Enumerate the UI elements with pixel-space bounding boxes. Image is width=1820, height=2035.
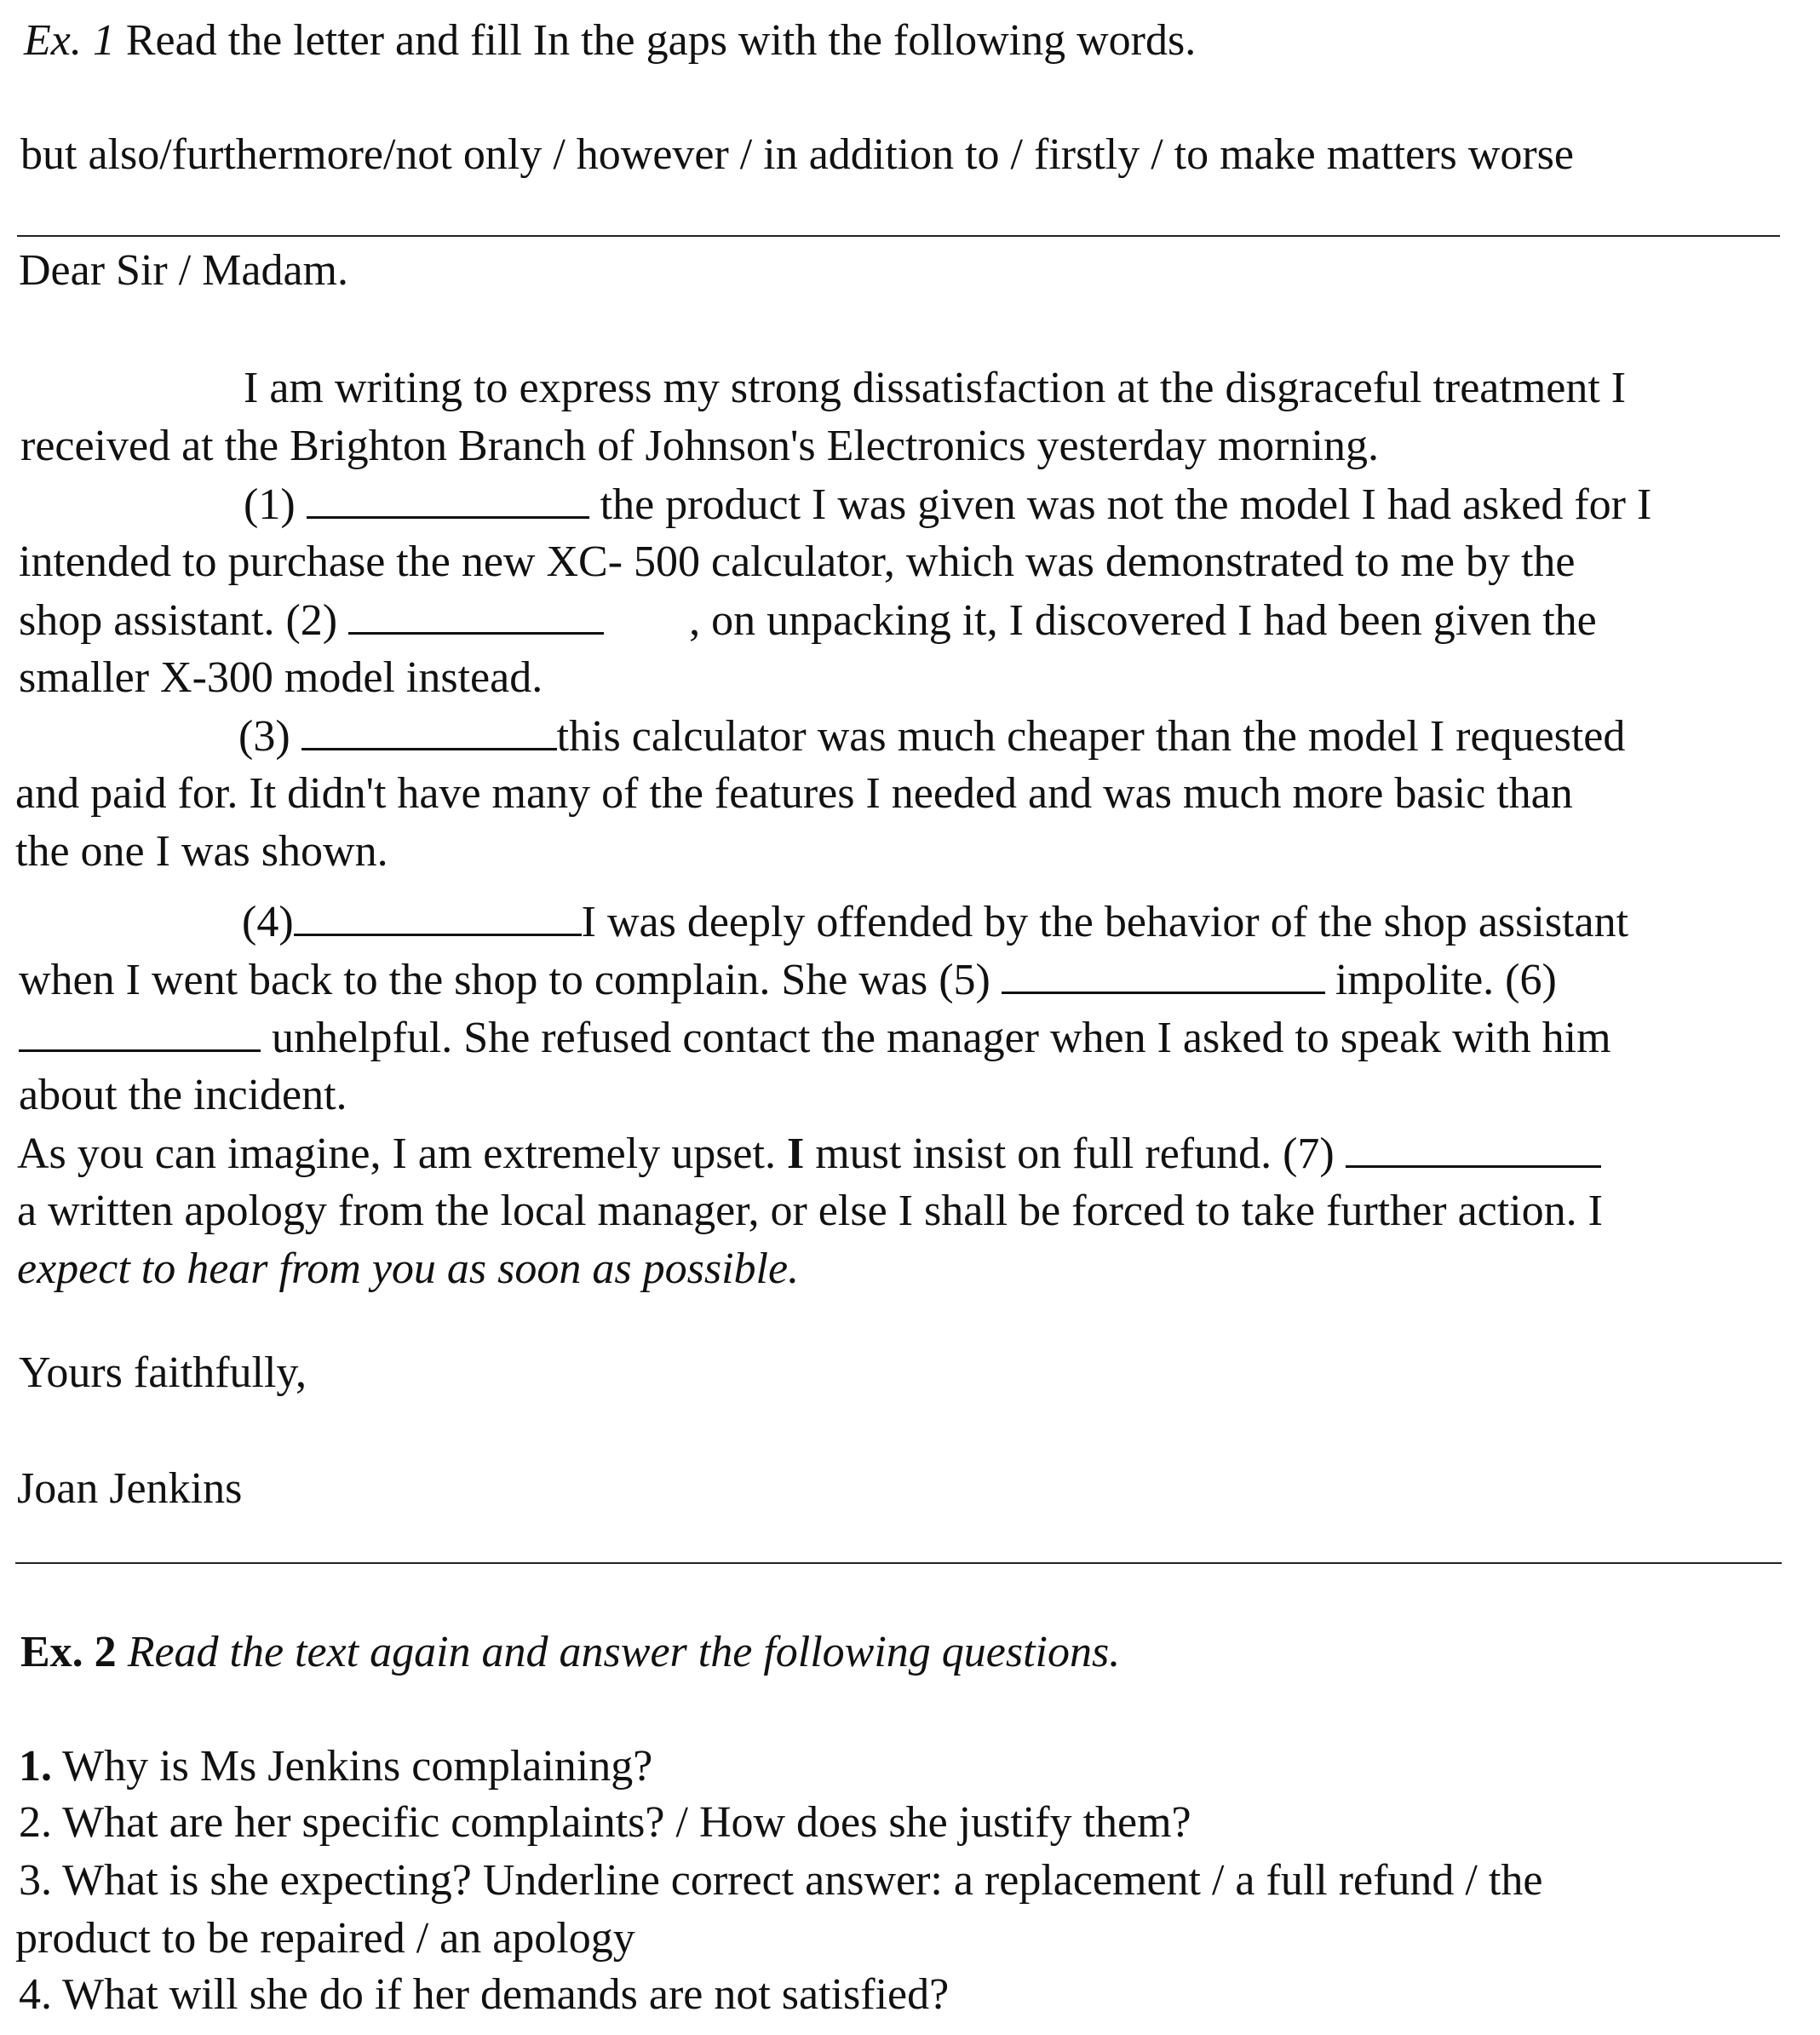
question-3-line1: 3. What is she expecting? Underline correct answer: a replacement / a full refund / the bbox=[19, 1856, 1543, 1905]
top-divider bbox=[17, 235, 1780, 237]
para5-line1-b: I bbox=[786, 1130, 805, 1178]
para3-line1 bbox=[238, 710, 1625, 762]
para2-line3-post: , on unpacking it, I discovered I had been given the bbox=[689, 596, 1597, 645]
para2-line3-pre: shop assistant. (2) bbox=[19, 596, 338, 645]
ex2-label: Ex. 2 bbox=[20, 1628, 117, 1676]
gap-7-blank[interactable] bbox=[1346, 1128, 1601, 1168]
gap-1-blank[interactable] bbox=[307, 479, 589, 519]
gap-number-4: (4) bbox=[242, 898, 294, 946]
para3-line3: the one I was shown. bbox=[15, 827, 388, 876]
ex1-instruction: Read the letter and fill In the gaps with the following words. bbox=[114, 16, 1197, 65]
para2-line1 bbox=[244, 479, 1651, 531]
bottom-divider bbox=[15, 1562, 1782, 1564]
ex1-heading bbox=[24, 15, 1196, 66]
para2-line4: smaller X-300 model instead. bbox=[19, 653, 543, 702]
signature: Joan Jenkins bbox=[17, 1464, 243, 1513]
para4-line4: about the incident. bbox=[19, 1071, 347, 1119]
para3-line2: and paid for. It didn't have many of the features I needed and was much more basic than bbox=[15, 769, 1573, 818]
para5-line3: expect to hear from you as soon as possible. bbox=[17, 1245, 800, 1293]
para4-line2-post: impolite. (6) bbox=[1335, 956, 1557, 1004]
para4-line3 bbox=[19, 1012, 1611, 1064]
para4-line2 bbox=[19, 954, 1557, 1006]
ex2-instruction: Read the text again and answer the following questions. bbox=[116, 1628, 1121, 1676]
gap-number-3: (3) bbox=[238, 712, 290, 761]
para5-line1-c: must insist on full refund. (7) bbox=[804, 1130, 1335, 1178]
gap-3-blank[interactable] bbox=[301, 710, 557, 750]
para4-line1-text: I was deeply offended by the behavior of the shop assistant bbox=[581, 898, 1629, 946]
para2-line1-text: the product I was given was not the model I had asked for I bbox=[588, 480, 1652, 529]
para4-line2-pre: when I went back to the shop to complain. She was (5) bbox=[19, 956, 990, 1004]
para5-line1-a: As you can imagine, I am extremely upset. bbox=[17, 1130, 787, 1178]
ex1-label: Ex. 1 bbox=[24, 16, 115, 65]
question-1-number: 1. bbox=[19, 1742, 52, 1791]
salutation: Dear Sir / Madam. bbox=[19, 246, 349, 295]
gap-number-1: (1) bbox=[244, 480, 296, 529]
gap-6-blank[interactable] bbox=[19, 1012, 261, 1052]
question-2: 2. What are her specific complaints? / How does she justify them? bbox=[19, 1798, 1191, 1847]
para2-line3 bbox=[19, 595, 1597, 647]
word-bank: but also/furthermore/not only / however / in addition to / firstly / to make matters worse bbox=[20, 130, 1574, 179]
para4-line3-text: unhelpful. She refused contact the manager when I asked to speak with him bbox=[261, 1014, 1611, 1062]
question-3-line2: product to be repaired / an apology bbox=[15, 1914, 635, 1963]
para1-line1: I am writing to express my strong dissatisfaction at the disgraceful treatment I bbox=[244, 364, 1627, 412]
question-1-text: Why is Ms Jenkins complaining? bbox=[52, 1742, 653, 1791]
closing: Yours faithfully, bbox=[19, 1348, 307, 1397]
para2-line2: intended to purchase the new XC- 500 calculator, which was demonstrated to me by the bbox=[19, 537, 1576, 586]
para5-line1 bbox=[17, 1128, 1601, 1180]
ex2-heading bbox=[20, 1627, 1120, 1678]
para5-line2: a written apology from the local manager, or else I shall be forced to take further action. I bbox=[17, 1187, 1603, 1235]
gap-5-blank[interactable] bbox=[1002, 954, 1325, 994]
para4-line1 bbox=[242, 896, 1628, 948]
para3-line1-text: this calculator was much cheaper than the model I requested bbox=[556, 712, 1626, 761]
gap-4-blank[interactable] bbox=[294, 896, 582, 936]
para1-line2: received at the Brighton Branch of Johnson's Electronics yesterday morning. bbox=[20, 422, 1379, 470]
gap-2-blank[interactable] bbox=[348, 595, 604, 635]
question-4: 4. What will she do if her demands are not satisfied? bbox=[19, 1970, 950, 2019]
question-1 bbox=[19, 1741, 652, 1792]
